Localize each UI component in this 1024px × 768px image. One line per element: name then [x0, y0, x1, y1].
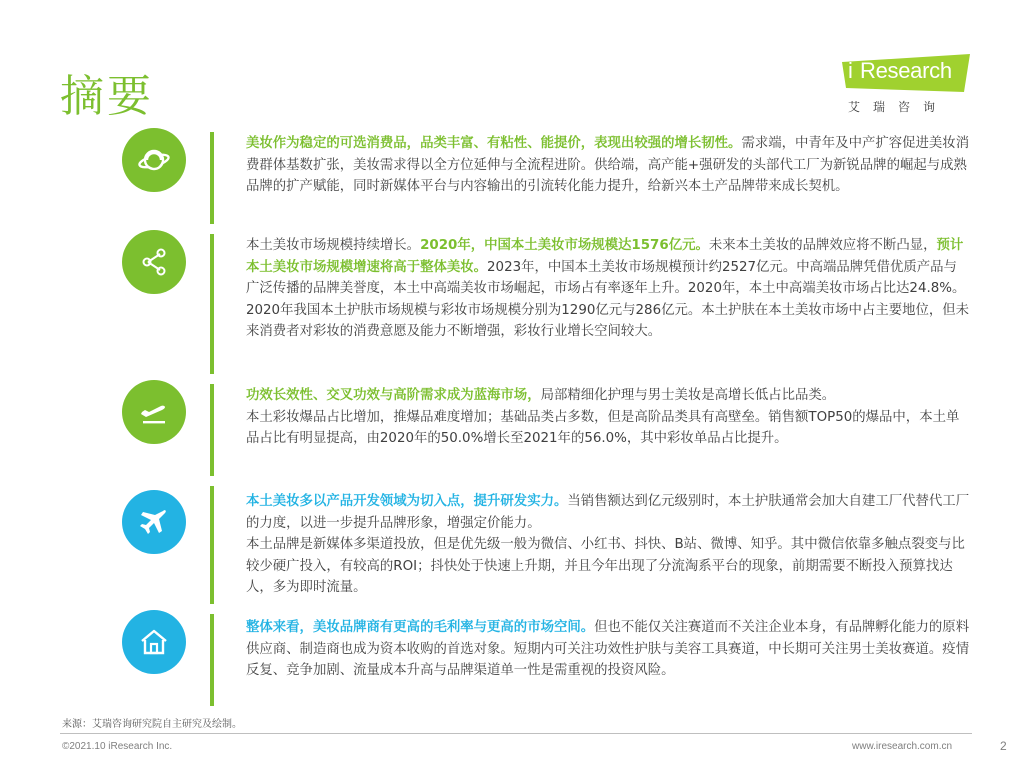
section-5	[246, 617, 970, 682]
section-1-text: 需求端，中青年及中产扩容促进美妆消费群体基数扩张，美妆需求得以全方位延伸与全流程进阶。供给端，高产能+强研发的头部代工厂为新锐品牌的崛起与成熟品牌的扩产赋能，同时新媒体平台与内容输出的引流转化能力提升，给新兴本土产品牌带来成长契机。	[246, 136, 970, 195]
divider-3	[210, 384, 214, 476]
logo-subtitle: 艾瑞咨询	[848, 100, 949, 114]
section-2	[246, 235, 970, 343]
footer-divider	[60, 733, 972, 734]
website-link[interactable]: www.iresearch.com.cn	[852, 741, 953, 752]
section-5-paragraph	[246, 617, 970, 682]
section-2-paragraph-2: 2020年我国本土护肤市场规模与彩妆市场规模分别为1290亿元与286亿元。本土护肤在本土美妆市场中占主要地位，但未来消费者对彩妆的消费意愿及能力不断增强，彩妆行业增长空间较大。	[246, 302, 970, 340]
section-1-paragraph	[246, 133, 970, 198]
share-icon	[122, 230, 186, 294]
section-4-paragraph-2: 本土品牌是新媒体多渠道投放，但是优先级一般为微信、小红书、抖快、B站、微博、知乎。其中微信依靠多触点裂变与比较少硬广投入，有较高的ROI；抖快处于快速上升期，并且今年出现了分流淘系平台的现象，前期需要不断投入预算找达人，多为即时流量。	[246, 537, 965, 596]
planet-icon	[122, 128, 186, 192]
section-1-highlight: 美妆作为稳定的可选消费品，品类丰富、有粘性、能提价，表现出较强的增长韧性。	[246, 136, 742, 151]
section-4	[246, 491, 970, 599]
source-note: 来源：艾瑞咨询研究院自主研究及绘制。	[62, 719, 242, 730]
section-3	[246, 385, 970, 450]
page-title: 摘要	[60, 71, 154, 122]
section-3-highlight: 功效长效性、交叉功效与高阶需求成为蓝海市场，	[246, 388, 541, 403]
section-4-paragraph-1	[246, 491, 970, 534]
divider-5	[210, 614, 214, 706]
section-2-highlight-2: 预计本土美妆市场规模增速将高于整体美妆。	[246, 238, 964, 275]
copyright: ©2021.10 iResearch Inc.	[62, 741, 173, 752]
logo-prefix: i	[848, 58, 853, 83]
section-4-highlight: 本土美妆多以产品开发领域为切入点，提升研发实力。	[246, 494, 568, 509]
divider-4	[210, 486, 214, 604]
iresearch-logo	[842, 54, 972, 116]
page-number: 2	[1000, 739, 1007, 753]
home-icon	[122, 610, 186, 674]
section-3-paragraph-2: 本土彩妆爆品占比增加，推爆品难度增加；基础品类占多数，但是高阶品类具有高壁垒。销售额TOP50的爆品中，本土单品占比有明显提高，由2020年的50.0%增长至2021年的56.0%，其中彩妆单品占比提升。	[246, 409, 960, 447]
plane-takeoff-icon	[122, 380, 186, 444]
section-3-paragraph-1	[246, 385, 970, 407]
section-5-highlight: 整体来看，美妆品牌商有更高的毛利率与更高的市场空间。	[246, 620, 595, 635]
section-2-text-2: 未来本土美妆的品牌效应将不断凸显，	[708, 238, 937, 253]
section-2-paragraph-1	[246, 235, 970, 300]
divider-1	[210, 132, 214, 224]
section-4-text: 当销售额达到亿元级别时，本土护肤通常会加大自建工厂代替代工厂的力度，以进一步提升品牌形象，增强定价能力。	[246, 494, 970, 531]
section-2-highlight-1: 2020年，中国本土美妆市场规模达1576亿元。	[420, 238, 709, 253]
section-1	[246, 133, 970, 198]
section-3-text: 局部精细化护理与男士美妆是高增长低占比品类。	[540, 388, 836, 403]
section-5-text: 但也不能仅关注赛道而不关注企业本身，有品牌孵化能力的原料供应商、制造商也成为资本收购的首选对象。短期内可关注功效性护肤与美容工具赛道，中长期可关注男士美妆赛道。疫情反复、竞争加剧、流量成本升高与品牌渠道单一性是需重视的投资风险。	[246, 620, 970, 679]
airplane-icon	[122, 490, 186, 554]
section-2-text-3: 2023年，中国本土美妆市场规模预计约2527亿元。中高端品牌凭借优质产品与广泛传播的品牌美誉度，本土中高端美妆市场崛起，市场占有率逐年上升。2020年，本土中高端美妆市场占比达24.8%。	[246, 259, 966, 297]
section-2-text-1: 本土美妆市场规模持续增长。	[246, 238, 421, 253]
logo-name: Research	[860, 58, 952, 83]
divider-2	[210, 234, 214, 374]
